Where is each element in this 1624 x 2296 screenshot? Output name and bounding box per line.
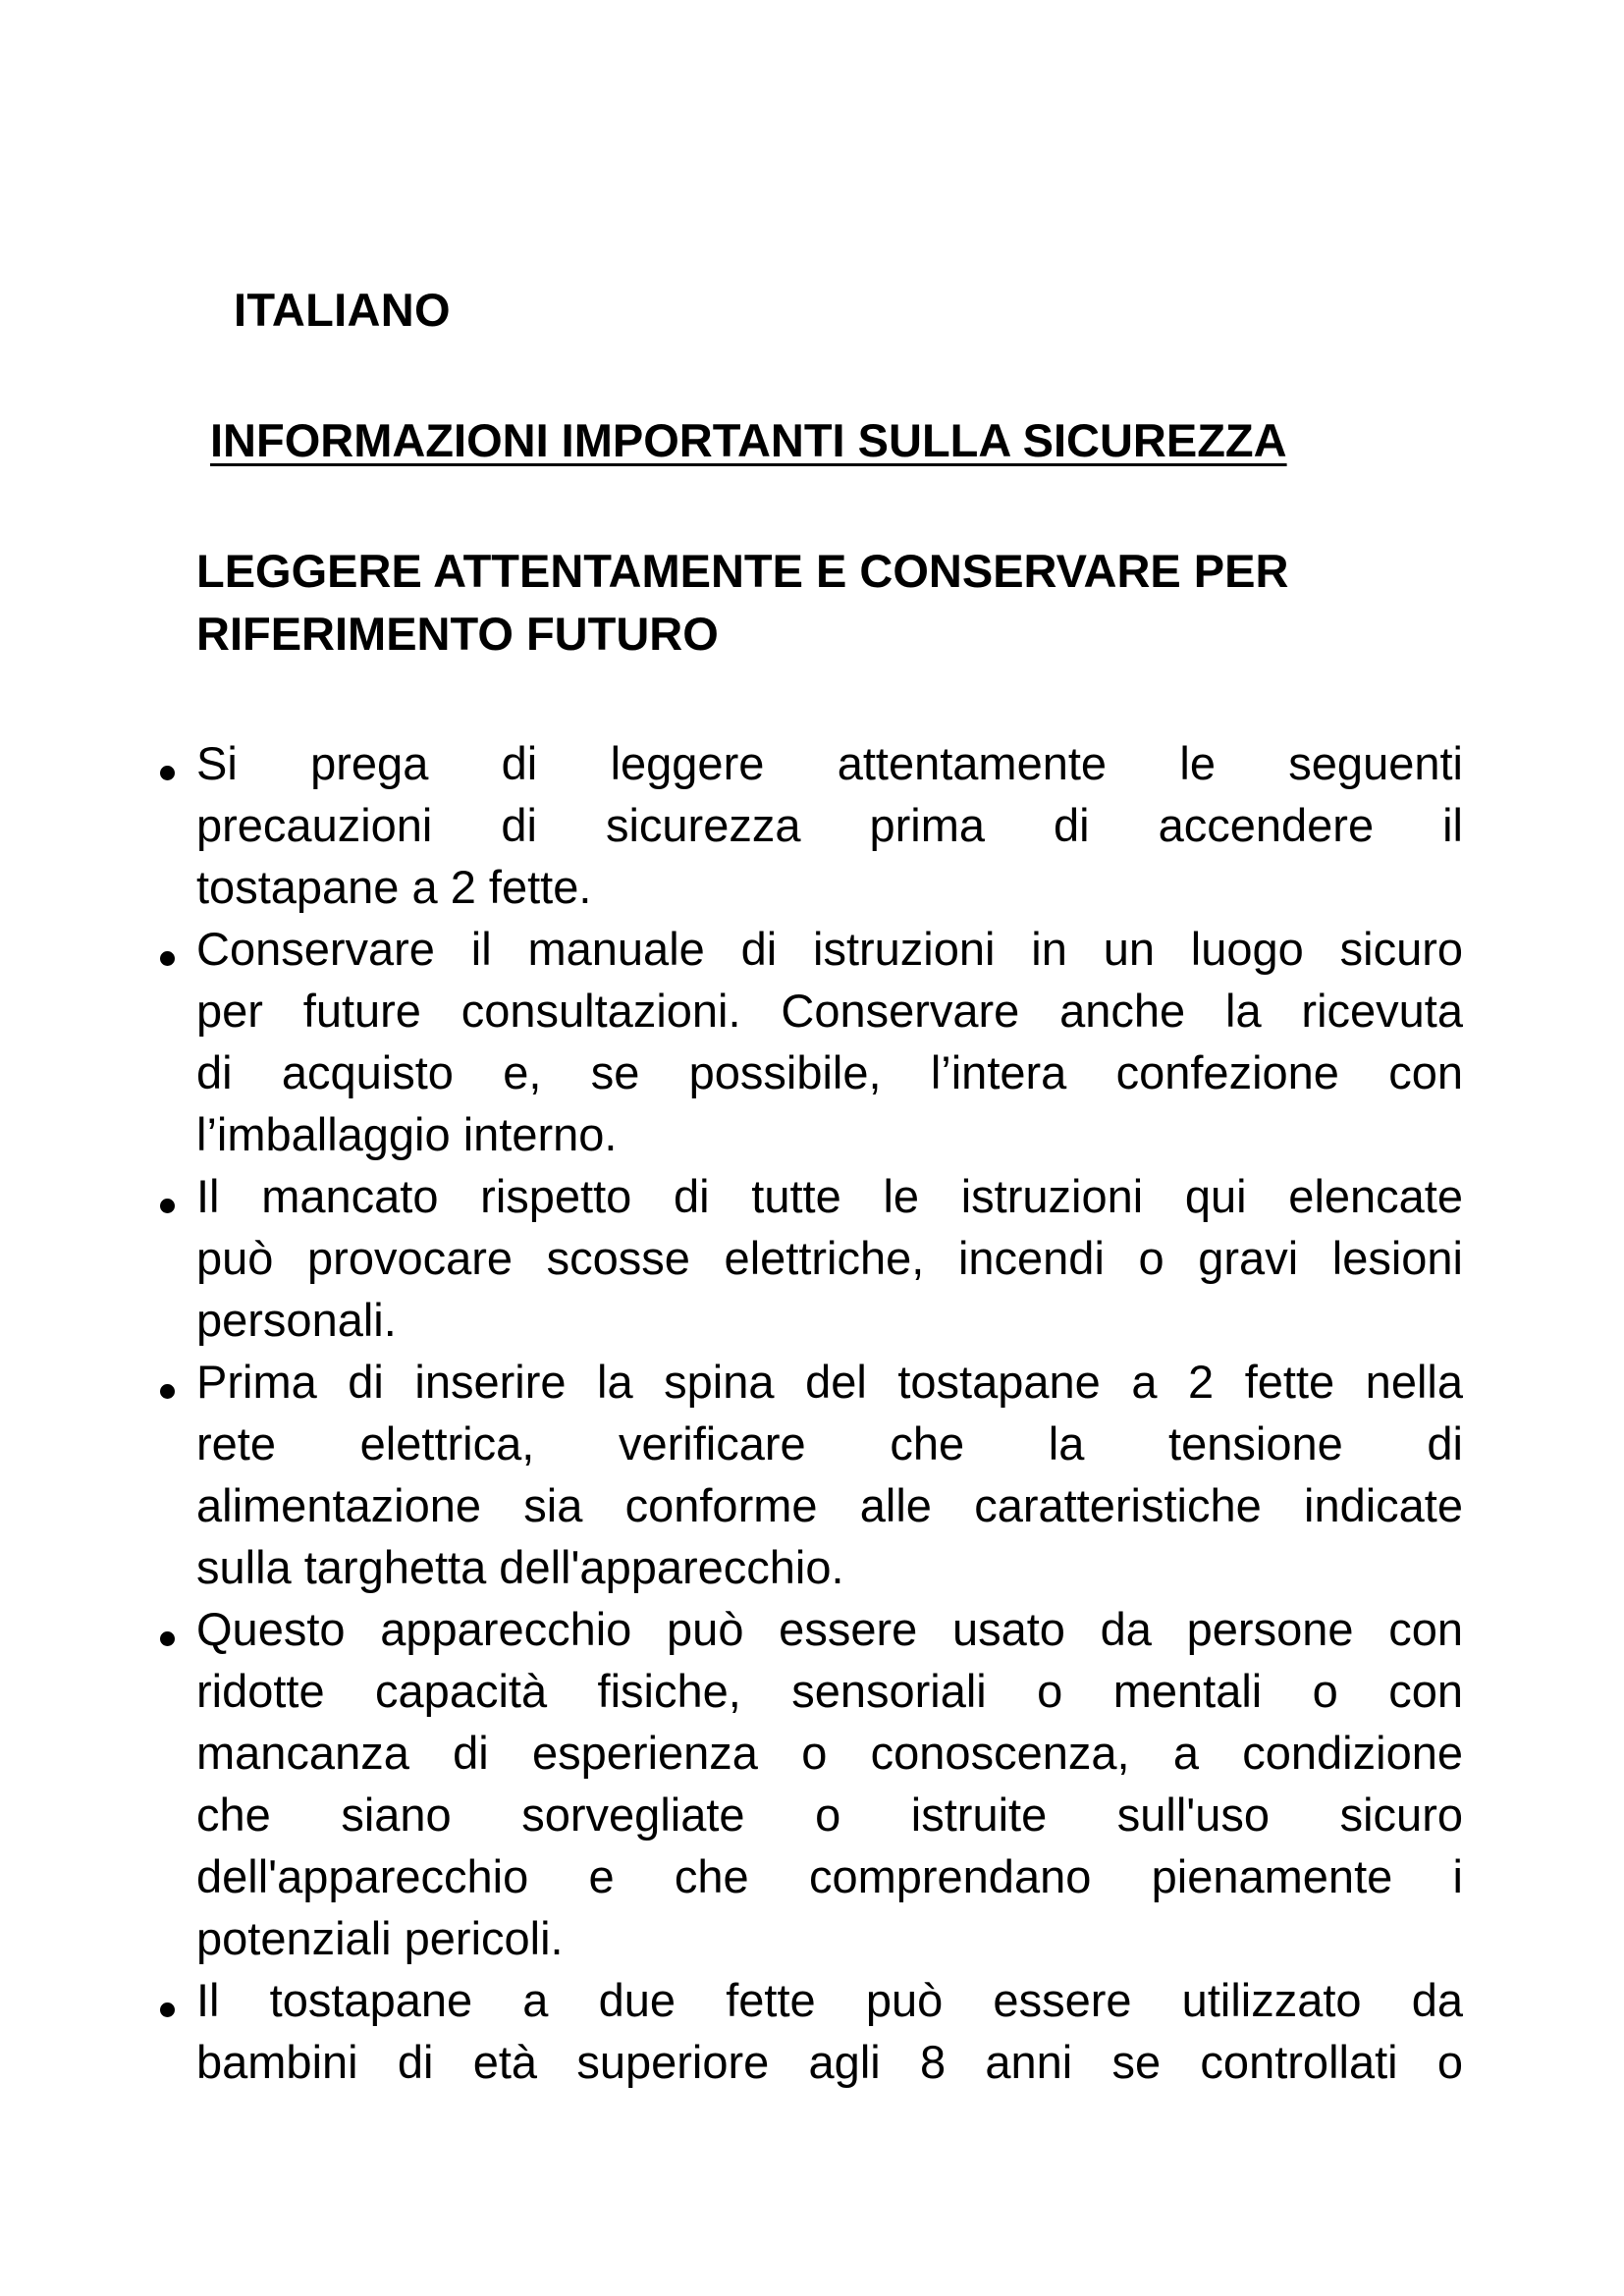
bullet-line: che siano sorvegliate o istruite sull'uso sicuro [196,1789,1463,1841]
bullet-item [147,1969,1502,2093]
subtitle-line: RIFERIMENTO FUTURO [196,608,719,660]
subtitle-line: LEGGERE ATTENTAMENTE E CONSERVARE PER [196,545,1289,597]
bullet-line: Si prega di leggere attentamente le seguenti [196,737,1463,789]
bullet-line: tostapane a 2 fette. [196,861,592,913]
bullet-item [147,918,1502,1165]
bullet-dot-icon [160,1631,175,1646]
bullet-dot-icon [160,951,175,966]
bullet-line: Il tostapane a due fette può essere utilizzato da [196,1974,1463,2026]
bullet-line: Prima di inserire la spina del tostapane a 2 fette nella [196,1356,1463,1408]
bullet-line: personali. [196,1294,397,1346]
bullet-line: per future consultazioni. Conservare anche la ricevuta [196,985,1463,1037]
safety-bullet-list [147,732,1502,2093]
bullet-item [147,732,1502,918]
bullet-item [147,1351,1502,1598]
bullet-line: rete elettrica, verificare che la tensione di [196,1417,1463,1469]
bullet-line: ridotte capacità fisiche, sensoriali o mentali o con [196,1665,1463,1717]
bullet-dot-icon [160,1199,175,1213]
bullet-line: Conservare il manuale di istruzioni in un luogo sicuro [196,923,1463,975]
bullet-line: di acquisto e, se possibile, l’intera confezione con [196,1046,1463,1098]
language-heading: ITALIANO [234,284,451,336]
bullet-line: sulla targhetta dell'apparecchio. [196,1541,844,1593]
section-title: INFORMAZIONI IMPORTANTI SULLA SICUREZZA [210,414,1287,466]
bullet-line: precauzioni di sicurezza prima di accendere il [196,799,1463,851]
bullet-line: potenziali pericoli. [196,1912,564,1964]
bullet-item [147,1165,1502,1351]
bullet-line: Questo apparecchio può essere usato da persone con [196,1603,1463,1655]
bullet-line: alimentazione sia conforme alle caratteristiche indicate [196,1479,1463,1531]
bullet-line: dell'apparecchio e che comprendano pienamente i [196,1850,1463,1902]
bullet-dot-icon [160,1384,175,1399]
bullet-dot-icon [160,2002,175,2017]
bullet-line: l’imballaggio interno. [196,1108,618,1160]
bullet-item [147,1598,1502,1969]
bullet-line: mancanza di esperienza o conoscenza, a condizione [196,1727,1463,1779]
bullet-line: può provocare scosse elettriche, incendi o gravi lesioni [196,1232,1463,1284]
bullet-line: bambini di età superiore agli 8 anni se controllati o [196,2036,1463,2088]
bullet-line: Il mancato rispetto di tutte le istruzioni qui elencate [196,1170,1463,1222]
bullet-dot-icon [160,766,175,780]
subtitle [196,540,1434,666]
